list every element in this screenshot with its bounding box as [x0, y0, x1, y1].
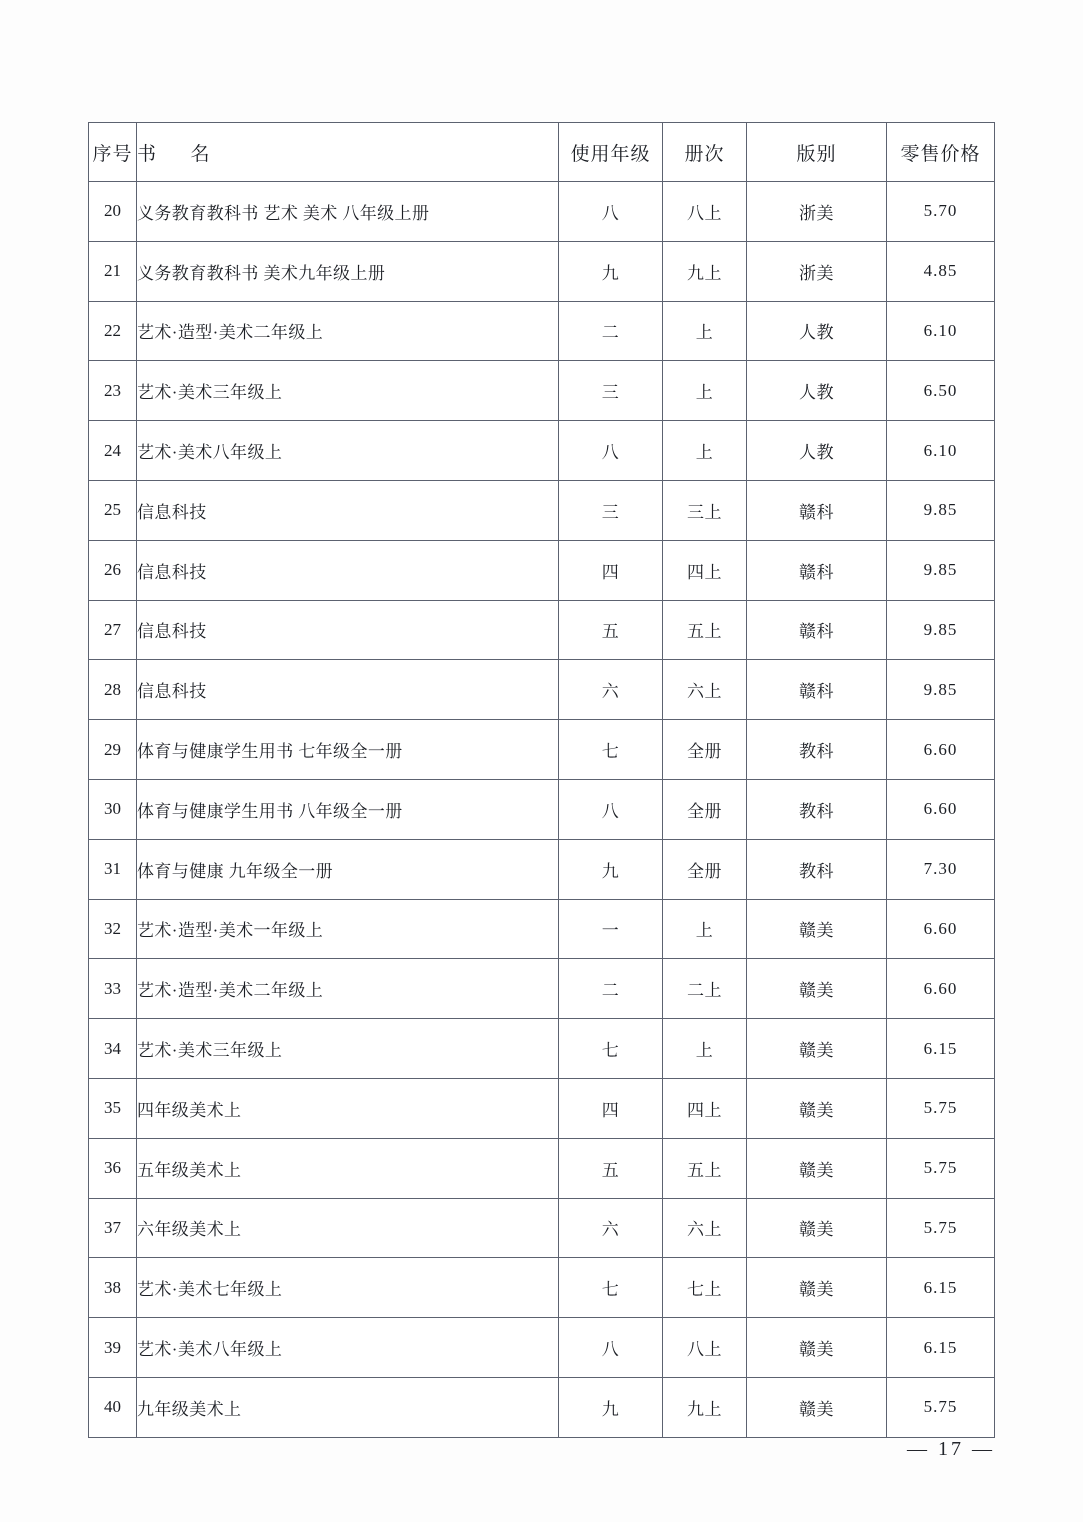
column-header-volume: 册次 — [663, 123, 747, 182]
cell-grade: 四 — [559, 1078, 663, 1138]
cell-edition: 浙美 — [747, 241, 887, 301]
cell-no: 34 — [89, 1019, 137, 1079]
table-row — [89, 660, 995, 720]
table-row — [89, 899, 995, 959]
cell-grade: 六 — [559, 660, 663, 720]
table-row — [89, 1318, 995, 1378]
cell-no: 24 — [89, 421, 137, 481]
cell-price: 9.85 — [887, 660, 995, 720]
column-header-no: 序号 — [89, 123, 137, 182]
cell-grade: 七 — [559, 1258, 663, 1318]
cell-edition: 赣美 — [747, 959, 887, 1019]
cell-price: 9.85 — [887, 540, 995, 600]
table-row — [89, 1258, 995, 1318]
cell-grade: 五 — [559, 600, 663, 660]
cell-name: 艺术·造型·美术二年级上 — [137, 959, 559, 1019]
cell-name: 艺术·美术八年级上 — [137, 1318, 559, 1378]
cell-edition: 赣科 — [747, 600, 887, 660]
cell-edition: 浙美 — [747, 182, 887, 242]
cell-name: 体育与健康学生用书 七年级全一册 — [137, 720, 559, 780]
column-header-grade: 使用年级 — [559, 123, 663, 182]
cell-grade: 二 — [559, 959, 663, 1019]
cell-price: 5.75 — [887, 1377, 995, 1437]
cell-volume: 八上 — [663, 182, 747, 242]
cell-grade: 九 — [559, 839, 663, 899]
column-header-price: 零售价格 — [887, 123, 995, 182]
cell-name: 艺术·美术三年级上 — [137, 361, 559, 421]
cell-no: 28 — [89, 660, 137, 720]
cell-price: 6.15 — [887, 1318, 995, 1378]
cell-grade: 四 — [559, 540, 663, 600]
cell-price: 6.60 — [887, 959, 995, 1019]
cell-grade: 八 — [559, 1318, 663, 1378]
cell-grade: 八 — [559, 779, 663, 839]
cell-no: 38 — [89, 1258, 137, 1318]
cell-price: 5.70 — [887, 182, 995, 242]
table-row — [89, 182, 995, 242]
table-row — [89, 1377, 995, 1437]
cell-name: 艺术·造型·美术一年级上 — [137, 899, 559, 959]
table-row — [89, 241, 995, 301]
cell-edition: 赣科 — [747, 540, 887, 600]
table-header — [89, 123, 995, 182]
cell-price: 5.75 — [887, 1198, 995, 1258]
cell-price: 9.85 — [887, 480, 995, 540]
table-row — [89, 1078, 995, 1138]
cell-price: 9.85 — [887, 600, 995, 660]
cell-no: 30 — [89, 779, 137, 839]
cell-volume: 六上 — [663, 660, 747, 720]
cell-grade: 九 — [559, 1377, 663, 1437]
table-row — [89, 540, 995, 600]
cell-price: 6.15 — [887, 1258, 995, 1318]
table-row — [89, 301, 995, 361]
cell-edition: 赣美 — [747, 1258, 887, 1318]
cell-price: 6.60 — [887, 720, 995, 780]
cell-price: 6.15 — [887, 1019, 995, 1079]
cell-no: 35 — [89, 1078, 137, 1138]
cell-no: 21 — [89, 241, 137, 301]
cell-volume: 七上 — [663, 1258, 747, 1318]
cell-name: 艺术·美术七年级上 — [137, 1258, 559, 1318]
cell-edition: 赣美 — [747, 1138, 887, 1198]
cell-grade: 三 — [559, 361, 663, 421]
table-row — [89, 421, 995, 481]
cell-name: 艺术·美术三年级上 — [137, 1019, 559, 1079]
table-body — [89, 182, 995, 1438]
cell-name: 九年级美术上 — [137, 1377, 559, 1437]
cell-no: 31 — [89, 839, 137, 899]
cell-volume: 全册 — [663, 720, 747, 780]
cell-name: 体育与健康 九年级全一册 — [137, 839, 559, 899]
cell-price: 5.75 — [887, 1138, 995, 1198]
cell-no: 27 — [89, 600, 137, 660]
cell-grade: 二 — [559, 301, 663, 361]
table-row — [89, 720, 995, 780]
cell-no: 20 — [89, 182, 137, 242]
page-footer: — 17 — — [907, 1438, 995, 1460]
cell-volume: 二上 — [663, 959, 747, 1019]
table-row — [89, 361, 995, 421]
cell-no: 32 — [89, 899, 137, 959]
cell-volume: 八上 — [663, 1318, 747, 1378]
cell-grade: 九 — [559, 241, 663, 301]
cell-price: 6.10 — [887, 301, 995, 361]
cell-grade: 七 — [559, 720, 663, 780]
textbook-price-table — [88, 122, 995, 1438]
cell-no: 26 — [89, 540, 137, 600]
table-row — [89, 1138, 995, 1198]
cell-volume: 上 — [663, 1019, 747, 1079]
table-row — [89, 839, 995, 899]
cell-no: 39 — [89, 1318, 137, 1378]
table-row — [89, 600, 995, 660]
cell-no: 36 — [89, 1138, 137, 1198]
cell-volume: 九上 — [663, 241, 747, 301]
cell-grade: 八 — [559, 421, 663, 481]
cell-grade: 七 — [559, 1019, 663, 1079]
cell-volume: 五上 — [663, 600, 747, 660]
cell-edition: 赣美 — [747, 1019, 887, 1079]
cell-volume: 全册 — [663, 779, 747, 839]
cell-price: 6.60 — [887, 779, 995, 839]
cell-name: 信息科技 — [137, 600, 559, 660]
cell-edition: 赣科 — [747, 480, 887, 540]
cell-price: 5.75 — [887, 1078, 995, 1138]
cell-edition: 教科 — [747, 839, 887, 899]
cell-edition: 人教 — [747, 421, 887, 481]
cell-price: 4.85 — [887, 241, 995, 301]
cell-grade: 五 — [559, 1138, 663, 1198]
cell-no: 33 — [89, 959, 137, 1019]
cell-no: 37 — [89, 1198, 137, 1258]
table-row — [89, 1198, 995, 1258]
table-row — [89, 959, 995, 1019]
cell-grade: 六 — [559, 1198, 663, 1258]
cell-no: 29 — [89, 720, 137, 780]
cell-price: 7.30 — [887, 839, 995, 899]
cell-no: 22 — [89, 301, 137, 361]
cell-edition: 人教 — [747, 361, 887, 421]
cell-name: 艺术·造型·美术二年级上 — [137, 301, 559, 361]
cell-name: 六年级美术上 — [137, 1198, 559, 1258]
cell-no: 23 — [89, 361, 137, 421]
cell-price: 6.50 — [887, 361, 995, 421]
table-row — [89, 480, 995, 540]
cell-edition: 赣美 — [747, 1318, 887, 1378]
cell-edition: 赣美 — [747, 1377, 887, 1437]
cell-volume: 四上 — [663, 1078, 747, 1138]
cell-volume: 上 — [663, 899, 747, 959]
cell-volume: 九上 — [663, 1377, 747, 1437]
cell-grade: 一 — [559, 899, 663, 959]
cell-volume: 四上 — [663, 540, 747, 600]
cell-grade: 三 — [559, 480, 663, 540]
cell-name: 义务教育教科书 美术九年级上册 — [137, 241, 559, 301]
cell-edition: 教科 — [747, 779, 887, 839]
cell-grade: 八 — [559, 182, 663, 242]
cell-name: 体育与健康学生用书 八年级全一册 — [137, 779, 559, 839]
column-header-name — [137, 123, 559, 182]
cell-edition: 赣科 — [747, 660, 887, 720]
table-row — [89, 1019, 995, 1079]
cell-volume: 上 — [663, 361, 747, 421]
cell-name: 信息科技 — [137, 660, 559, 720]
cell-edition: 赣美 — [747, 1078, 887, 1138]
cell-name: 义务教育教科书 艺术 美术 八年级上册 — [137, 182, 559, 242]
cell-no: 25 — [89, 480, 137, 540]
column-header-name-part1: 书 — [137, 143, 157, 165]
cell-name: 艺术·美术八年级上 — [137, 421, 559, 481]
column-header-edition: 版别 — [747, 123, 887, 182]
cell-name: 信息科技 — [137, 540, 559, 600]
cell-volume: 三上 — [663, 480, 747, 540]
cell-no: 40 — [89, 1377, 137, 1437]
cell-volume: 五上 — [663, 1138, 747, 1198]
cell-edition: 教科 — [747, 720, 887, 780]
cell-edition: 人教 — [747, 301, 887, 361]
cell-price: 6.60 — [887, 899, 995, 959]
textbook-price-table-container — [88, 122, 994, 1438]
cell-volume: 全册 — [663, 839, 747, 899]
cell-edition: 赣美 — [747, 1198, 887, 1258]
cell-name: 四年级美术上 — [137, 1078, 559, 1138]
cell-volume: 六上 — [663, 1198, 747, 1258]
cell-price: 6.10 — [887, 421, 995, 481]
cell-name: 五年级美术上 — [137, 1138, 559, 1198]
column-header-name-part2: 名 — [190, 143, 211, 165]
table-header-row — [89, 123, 995, 182]
cell-name: 信息科技 — [137, 480, 559, 540]
table-row — [89, 779, 995, 839]
cell-edition: 赣美 — [747, 899, 887, 959]
cell-volume: 上 — [663, 421, 747, 481]
cell-volume: 上 — [663, 301, 747, 361]
